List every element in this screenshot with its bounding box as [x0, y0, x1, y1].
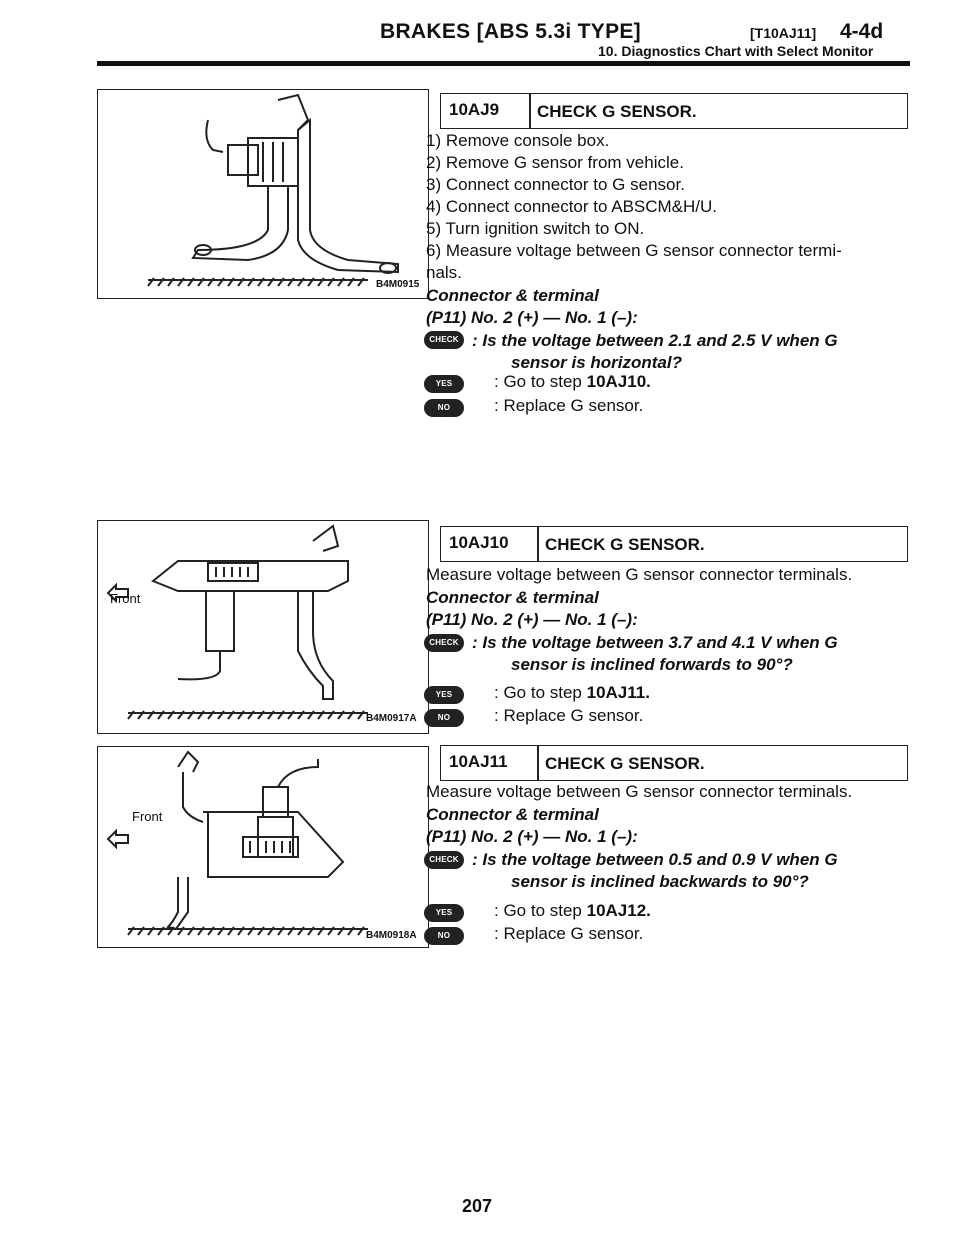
- check-icon: CHECK: [424, 851, 464, 869]
- page-subtitle: 10. Diagnostics Chart with Select Monitor: [598, 43, 874, 59]
- instruction-line: 3) Connect connector to G sensor.: [426, 175, 685, 194]
- step-title: CHECK G SENSOR.: [545, 535, 705, 554]
- instruction-line: 2) Remove G sensor from vehicle.: [426, 153, 684, 172]
- figure-id: B4M0917A: [366, 713, 417, 724]
- instruction-line: 5) Turn ignition switch to ON.: [426, 219, 645, 238]
- yes-icon: YES: [424, 904, 464, 922]
- yes-action: : Go to step 10AJ11.: [494, 683, 650, 702]
- g-sensor-backward-illustration: [98, 747, 428, 947]
- step-divider: [529, 94, 531, 128]
- instruction-line: 1) Remove console box.: [426, 131, 610, 150]
- yes-icon: YES: [424, 686, 464, 704]
- no-action: : Replace G sensor.: [494, 706, 644, 725]
- instruction-line: nals.: [426, 263, 462, 282]
- instruction-line: 4) Connect connector to ABSCM&H/U.: [426, 197, 718, 216]
- front-label: Front: [132, 809, 163, 824]
- page-number: 207: [462, 1196, 493, 1216]
- check-question-cont: sensor is inclined backwards to 90°?: [511, 872, 809, 891]
- check-icon: CHECK: [424, 634, 464, 652]
- section-code: [T10AJ11]: [750, 25, 817, 41]
- no-icon: NO: [424, 399, 464, 417]
- connector-terms: (P11) No. 2 (+) — No. 1 (–):: [426, 308, 638, 327]
- figure-g-sensor-forward: [97, 520, 429, 734]
- figure-id: B4M0915: [376, 279, 420, 290]
- yes-action: : Go to step 10AJ10.: [494, 372, 651, 391]
- step-code: 10AJ10: [449, 533, 509, 552]
- front-label: Front: [110, 591, 141, 606]
- connector-heading: Connector & terminal: [426, 286, 599, 305]
- connector-terms: (P11) No. 2 (+) — No. 1 (–):: [426, 610, 638, 629]
- check-question: : Is the voltage between 3.7 and 4.1 V when G: [472, 633, 838, 652]
- step-title: CHECK G SENSOR.: [545, 754, 705, 773]
- section-number: 4-4d: [840, 20, 884, 43]
- figure-g-sensor-backward: [97, 746, 429, 948]
- no-icon: NO: [424, 927, 464, 945]
- step-code: 10AJ9: [449, 100, 500, 119]
- check-question-cont: sensor is inclined forwards to 90°?: [511, 655, 793, 674]
- step-title: CHECK G SENSOR.: [537, 102, 697, 121]
- check-question-cont: sensor is horizontal?: [511, 353, 682, 372]
- yes-icon: YES: [424, 375, 464, 393]
- yes-action: : Go to step 10AJ12.: [494, 901, 651, 920]
- connector-heading: Connector & terminal: [426, 805, 599, 824]
- step-header-10aj9: [440, 93, 908, 129]
- check-question: : Is the voltage between 2.1 and 2.5 V when G: [472, 331, 838, 350]
- connector-terms: (P11) No. 2 (+) — No. 1 (–):: [426, 827, 638, 846]
- figure-g-sensor-horizontal: [97, 89, 429, 299]
- connector-heading: Connector & terminal: [426, 588, 599, 607]
- g-sensor-forward-illustration: [98, 521, 428, 733]
- step-divider: [537, 746, 539, 780]
- step-code: 10AJ11: [449, 752, 508, 771]
- no-action: : Replace G sensor.: [494, 924, 644, 943]
- header-rule: [97, 61, 910, 66]
- instruction-line: 6) Measure voltage between G sensor connector termi-: [426, 241, 842, 260]
- figure-id: B4M0918A: [366, 930, 417, 941]
- page-title: BRAKES [ABS 5.3i TYPE]: [380, 20, 641, 43]
- check-question: : Is the voltage between 0.5 and 0.9 V when G: [472, 850, 838, 869]
- instruction-line: Measure voltage between G sensor connector terminals.: [426, 782, 853, 801]
- check-icon: CHECK: [424, 331, 464, 349]
- step-header-10aj11: [440, 745, 908, 781]
- no-icon: NO: [424, 709, 464, 727]
- g-sensor-horizontal-illustration: [98, 90, 428, 298]
- instruction-line: Measure voltage between G sensor connector terminals.: [426, 565, 853, 584]
- step-header-10aj10: [440, 526, 908, 562]
- step-divider: [537, 527, 539, 561]
- no-action: : Replace G sensor.: [494, 396, 644, 415]
